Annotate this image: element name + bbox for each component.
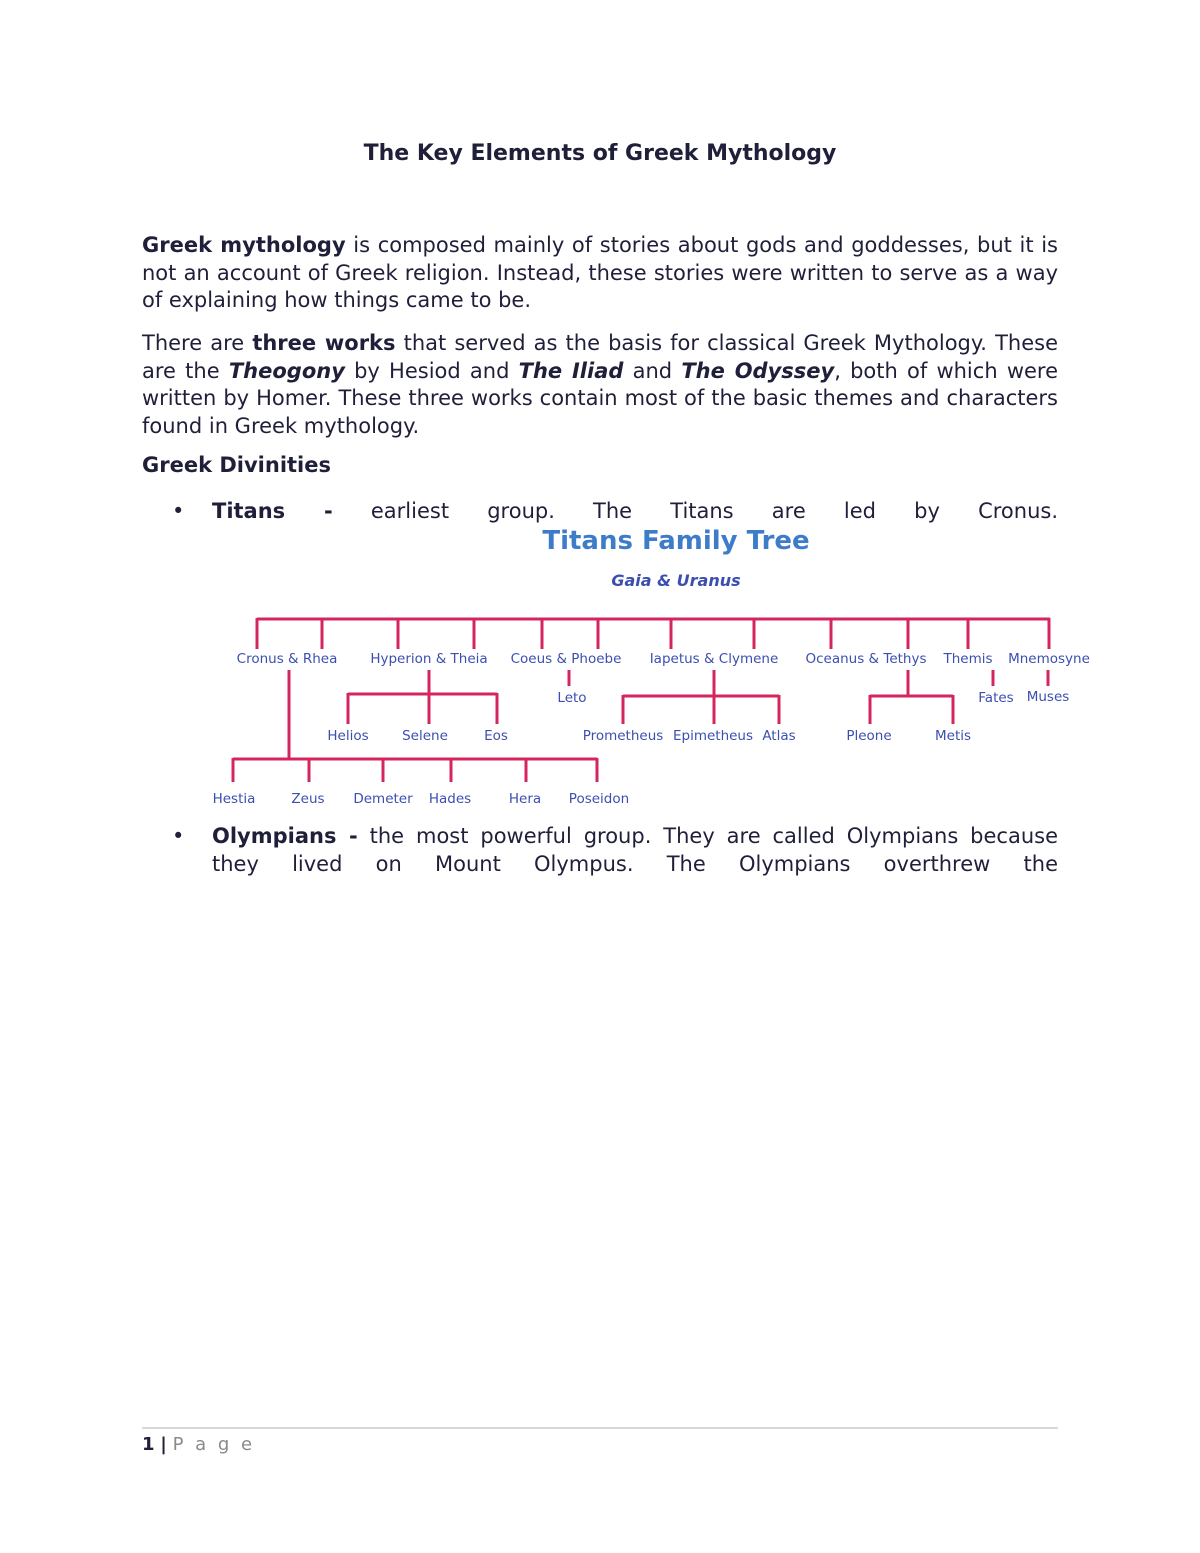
- works-text-g: and: [623, 358, 682, 383]
- bullet-titans-label: Titans -: [212, 499, 333, 523]
- node-metis: Metis: [934, 728, 972, 744]
- node-themis: Themis: [943, 651, 993, 667]
- node-cronus-rhea: Cronus & Rhea: [236, 651, 338, 667]
- works-text-i: , both of which were written by Homer. These three works contain most of the basic themes and characters found in Greek mythology.: [142, 358, 1059, 438]
- node-zeus: Zeus: [291, 791, 325, 807]
- node-pleone: Pleone: [846, 728, 892, 744]
- node-muses: Muses: [1026, 689, 1070, 705]
- page-label: P a g e: [172, 1434, 256, 1455]
- work-title-theogony: Theogony: [228, 358, 345, 383]
- bullet-titans-desc: earliest group. The Titans are led by Cronus.: [332, 499, 1058, 523]
- node-hera: Hera: [508, 791, 542, 807]
- work-title-iliad: The Iliad: [518, 358, 624, 383]
- node-helios: Helios: [327, 728, 369, 744]
- node-poseidon: Poseidon: [568, 791, 630, 807]
- node-iapetus-clymene: Iapetus & Clymene: [649, 651, 779, 667]
- titans-family-tree: [205, 522, 1105, 812]
- works-text-c: that served as the basis for classical Greek Mythology. These are the: [142, 331, 1058, 383]
- footer-divider: [142, 1427, 1058, 1429]
- node-eos: Eos: [484, 728, 508, 744]
- node-demeter: Demeter: [353, 791, 413, 807]
- page-number: 1: [142, 1434, 155, 1455]
- works-text-e: by Hesiod and: [344, 358, 519, 383]
- works-bold-three-works: three works: [252, 331, 396, 355]
- bullet-olympians-label: Olympians -: [212, 824, 358, 848]
- node-atlas: Atlas: [762, 728, 796, 744]
- node-fates: Fates: [978, 690, 1014, 706]
- node-hades: Hades: [428, 791, 472, 807]
- works-paragraph: [142, 330, 1058, 440]
- works-text-a: There are: [142, 331, 253, 355]
- node-mnemosyne: Mnemosyne: [1008, 651, 1090, 667]
- node-epimetheus: Epimetheus: [672, 728, 754, 744]
- bullet-icon: •: [172, 499, 185, 523]
- page-separator: |: [160, 1434, 167, 1455]
- tree-connector-lines: [233, 618, 1050, 782]
- page-footer: [142, 1434, 255, 1455]
- node-selene: Selene: [402, 728, 448, 744]
- bullet-icon: •: [172, 824, 185, 848]
- node-oceanus-tethys: Oceanus & Tethys: [805, 651, 927, 667]
- node-leto: Leto: [557, 690, 587, 706]
- tree-root-node: Gaia & Uranus: [611, 571, 741, 590]
- bullet-olympians-desc: the most powerful group. They are called Olympians because they lived on Mount Olympus. The Olympians overthrew the: [212, 824, 1059, 876]
- node-hyperion-theia: Hyperion & Theia: [370, 651, 488, 667]
- intro-text: is composed mainly of stories about gods and goddesses, but it is not an account of Greek religion. Instead, these stories were written to serve as a way of explaining how things came to be.: [142, 233, 1058, 312]
- intro-paragraph: [142, 232, 1058, 315]
- node-hestia: Hestia: [212, 791, 256, 807]
- work-title-odyssey: The Odyssey: [681, 358, 835, 383]
- bullet-titans-text: [212, 497, 1058, 525]
- page-title: The Key Elements of Greek Mythology: [363, 141, 837, 166]
- node-prometheus: Prometheus: [582, 728, 664, 744]
- tree-title: Titans Family Tree: [542, 526, 810, 556]
- node-coeus-phoebe: Coeus & Phoebe: [510, 651, 622, 667]
- section-heading: Greek Divinities: [142, 453, 331, 477]
- intro-bold-term: Greek mythology: [142, 233, 346, 257]
- bullet-olympians-text: [212, 822, 1058, 878]
